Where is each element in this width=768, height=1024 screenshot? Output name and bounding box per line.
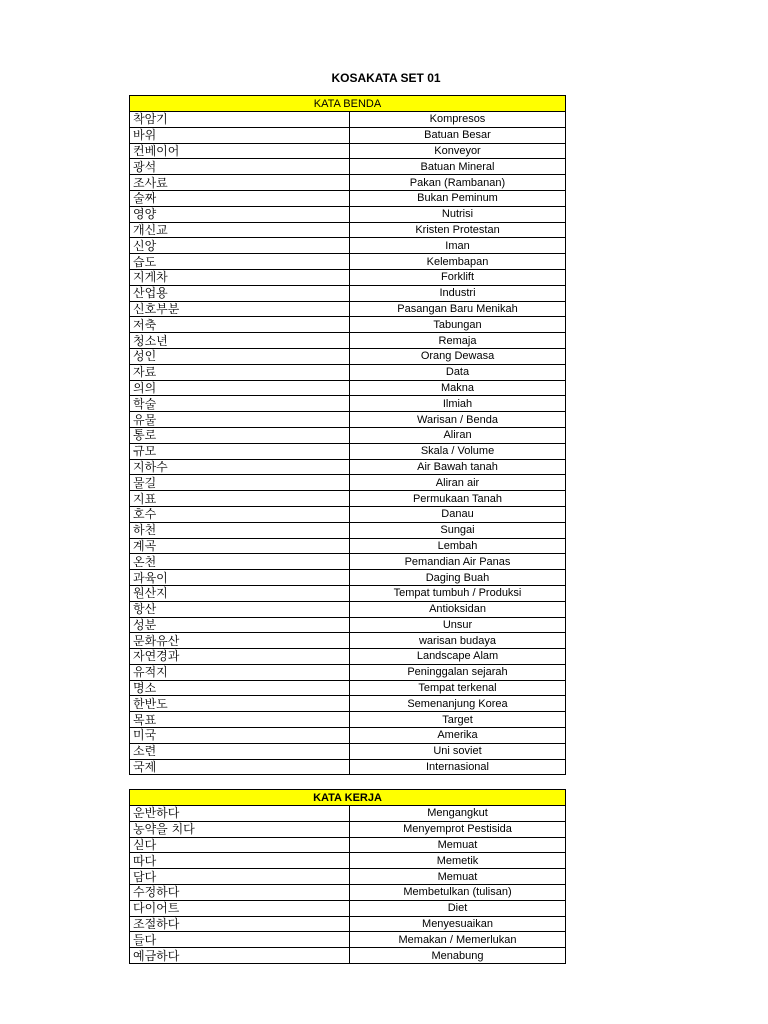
- table-row: [130, 475, 566, 491]
- translation-cell: Target: [350, 712, 566, 728]
- table-row: [130, 317, 566, 333]
- translation-cell: Amerika: [350, 728, 566, 744]
- korean-word-cell: 과육이: [130, 570, 350, 586]
- translation-cell: Makna: [350, 380, 566, 396]
- table-row: [130, 712, 566, 728]
- table-row: [130, 459, 566, 475]
- translation-cell: Tempat terkenal: [350, 680, 566, 696]
- korean-word-cell: 들다: [130, 932, 350, 948]
- table-row: [130, 743, 566, 759]
- translation-cell: Data: [350, 364, 566, 380]
- korean-word-cell: 습도: [130, 254, 350, 270]
- translation-cell: Pasangan Baru Menikah: [350, 301, 566, 317]
- translation-cell: Unsur: [350, 617, 566, 633]
- korean-word-cell: 다이어트: [130, 900, 350, 916]
- korean-word-cell: 유물: [130, 412, 350, 428]
- table-row: [130, 443, 566, 459]
- table-row: [130, 364, 566, 380]
- translation-cell: Menyesuaikan: [350, 916, 566, 932]
- translation-cell: Skala / Volume: [350, 443, 566, 459]
- table-row: [130, 680, 566, 696]
- table-row: [130, 333, 566, 349]
- translation-cell: Ilmiah: [350, 396, 566, 412]
- translation-cell: Memakan / Memerlukan: [350, 932, 566, 948]
- table-row: [130, 869, 566, 885]
- translation-cell: Batuan Besar: [350, 127, 566, 143]
- korean-word-cell: 의의: [130, 380, 350, 396]
- translation-cell: Memuat: [350, 869, 566, 885]
- korean-word-cell: 신앙: [130, 238, 350, 254]
- table-row: [130, 649, 566, 665]
- korean-word-cell: 산업용: [130, 285, 350, 301]
- korean-word-cell: 통로: [130, 427, 350, 443]
- translation-cell: Tempat tumbuh / Produksi: [350, 585, 566, 601]
- korean-word-cell: 유적지: [130, 664, 350, 680]
- table-row: [130, 916, 566, 932]
- korean-word-cell: 착암기: [130, 112, 350, 128]
- table-row: [130, 728, 566, 744]
- table-row: [130, 222, 566, 238]
- korean-word-cell: 조절하다: [130, 916, 350, 932]
- korean-word-cell: 따다: [130, 853, 350, 869]
- korean-word-cell: 온천: [130, 554, 350, 570]
- table-row: [130, 427, 566, 443]
- translation-cell: Forklift: [350, 269, 566, 285]
- korean-word-cell: 개신교: [130, 222, 350, 238]
- korean-word-cell: 문화유산: [130, 633, 350, 649]
- table-row: [130, 570, 566, 586]
- table-row: [130, 190, 566, 206]
- korean-word-cell: 소련: [130, 743, 350, 759]
- korean-word-cell: 국제: [130, 759, 350, 775]
- translation-cell: Iman: [350, 238, 566, 254]
- table-row: [130, 412, 566, 428]
- korean-word-cell: 물길: [130, 475, 350, 491]
- korean-word-cell: 규모: [130, 443, 350, 459]
- translation-cell: Memetik: [350, 853, 566, 869]
- table-row: [130, 617, 566, 633]
- translation-cell: Pemandian Air Panas: [350, 554, 566, 570]
- table-row: [130, 585, 566, 601]
- translation-cell: Bukan Peminum: [350, 190, 566, 206]
- translation-cell: Membetulkan (tulisan): [350, 884, 566, 900]
- table-body: [130, 112, 566, 775]
- translation-cell: Uni soviet: [350, 743, 566, 759]
- translation-cell: Danau: [350, 506, 566, 522]
- korean-word-cell: 바위: [130, 127, 350, 143]
- korean-word-cell: 수정하다: [130, 884, 350, 900]
- korean-word-cell: 호수: [130, 506, 350, 522]
- korean-word-cell: 원산지: [130, 585, 350, 601]
- korean-word-cell: 광석: [130, 159, 350, 175]
- translation-cell: Memuat: [350, 837, 566, 853]
- korean-word-cell: 농약을 치다: [130, 821, 350, 837]
- table-row: [130, 821, 566, 837]
- table-row: [130, 900, 566, 916]
- korean-word-cell: 성분: [130, 617, 350, 633]
- korean-word-cell: 계곡: [130, 538, 350, 554]
- translation-cell: Industri: [350, 285, 566, 301]
- korean-word-cell: 지게차: [130, 269, 350, 285]
- translation-cell: Batuan Mineral: [350, 159, 566, 175]
- translation-cell: Menabung: [350, 948, 566, 964]
- korean-word-cell: 항산: [130, 601, 350, 617]
- translation-cell: Antioksidan: [350, 601, 566, 617]
- translation-cell: Menyemprot Pestisida: [350, 821, 566, 837]
- korean-word-cell: 신호부분: [130, 301, 350, 317]
- table-row: [130, 175, 566, 191]
- korean-word-cell: 하천: [130, 522, 350, 538]
- table-row: [130, 948, 566, 964]
- translation-cell: Aliran air: [350, 475, 566, 491]
- translation-cell: Semenanjung Korea: [350, 696, 566, 712]
- korean-word-cell: 담다: [130, 869, 350, 885]
- table-row: [130, 348, 566, 364]
- translation-cell: Nutrisi: [350, 206, 566, 222]
- translation-cell: Aliran: [350, 427, 566, 443]
- table-row: [130, 254, 566, 270]
- table-row: [130, 285, 566, 301]
- translation-cell: Mengangkut: [350, 806, 566, 822]
- korean-word-cell: 자연경과: [130, 649, 350, 665]
- table-row: [130, 506, 566, 522]
- section-header-kata-kerja: KATA KERJA: [130, 790, 566, 806]
- korean-word-cell: 운반하다: [130, 806, 350, 822]
- korean-word-cell: 지하수: [130, 459, 350, 475]
- korean-word-cell: 조사료: [130, 175, 350, 191]
- translation-cell: Air Bawah tanah: [350, 459, 566, 475]
- table-row: [130, 759, 566, 775]
- translation-cell: Landscape Alam: [350, 649, 566, 665]
- korean-word-cell: 지표: [130, 491, 350, 507]
- table-row: [130, 159, 566, 175]
- table-row: [130, 127, 566, 143]
- table-row: [130, 380, 566, 396]
- translation-cell: Konveyor: [350, 143, 566, 159]
- table-row: [130, 853, 566, 869]
- translation-cell: Peninggalan sejarah: [350, 664, 566, 680]
- translation-cell: Kompresos: [350, 112, 566, 128]
- translation-cell: Lembah: [350, 538, 566, 554]
- translation-cell: Remaja: [350, 333, 566, 349]
- table-row: [130, 112, 566, 128]
- translation-cell: Kelembapan: [350, 254, 566, 270]
- table-row: [130, 884, 566, 900]
- translation-cell: Sungai: [350, 522, 566, 538]
- translation-cell: Permukaan Tanah: [350, 491, 566, 507]
- translation-cell: Warisan / Benda: [350, 412, 566, 428]
- korean-word-cell: 학술: [130, 396, 350, 412]
- translation-cell: Orang Dewasa: [350, 348, 566, 364]
- table-row: [130, 269, 566, 285]
- table-row: [130, 633, 566, 649]
- korean-word-cell: 자료: [130, 364, 350, 380]
- korean-word-cell: 싣다: [130, 837, 350, 853]
- table-row: [130, 206, 566, 222]
- document-title: KOSAKATA SET 01: [331, 71, 441, 85]
- translation-cell: Internasional: [350, 759, 566, 775]
- table-row: [130, 538, 566, 554]
- korean-word-cell: 저축: [130, 317, 350, 333]
- korean-word-cell: 한반도: [130, 696, 350, 712]
- korean-word-cell: 명소: [130, 680, 350, 696]
- korean-word-cell: 술짜: [130, 190, 350, 206]
- table-row: [130, 932, 566, 948]
- korean-word-cell: 미국: [130, 728, 350, 744]
- table-row: [130, 491, 566, 507]
- table-row: [130, 806, 566, 822]
- korean-word-cell: 예금하다: [130, 948, 350, 964]
- translation-cell: Kristen Protestan: [350, 222, 566, 238]
- table-row: [130, 837, 566, 853]
- translation-cell: warisan budaya: [350, 633, 566, 649]
- table-row: [130, 601, 566, 617]
- korean-word-cell: 영양: [130, 206, 350, 222]
- korean-word-cell: 목표: [130, 712, 350, 728]
- translation-cell: Pakan (Rambanan): [350, 175, 566, 191]
- vocab-table-kata-kerja: [129, 789, 566, 964]
- table-body: [130, 806, 566, 964]
- vocab-table-kata-benda: [129, 95, 566, 775]
- table-row: [130, 143, 566, 159]
- table-row: [130, 554, 566, 570]
- table-row: [130, 522, 566, 538]
- table-row: [130, 238, 566, 254]
- translation-cell: Diet: [350, 900, 566, 916]
- korean-word-cell: 청소년: [130, 333, 350, 349]
- translation-cell: Daging Buah: [350, 570, 566, 586]
- korean-word-cell: 컨베이어: [130, 143, 350, 159]
- table-row: [130, 301, 566, 317]
- section-header-kata-benda: KATA BENDA: [130, 96, 566, 112]
- table-row: [130, 664, 566, 680]
- table-row: [130, 696, 566, 712]
- korean-word-cell: 성인: [130, 348, 350, 364]
- table-row: [130, 396, 566, 412]
- translation-cell: Tabungan: [350, 317, 566, 333]
